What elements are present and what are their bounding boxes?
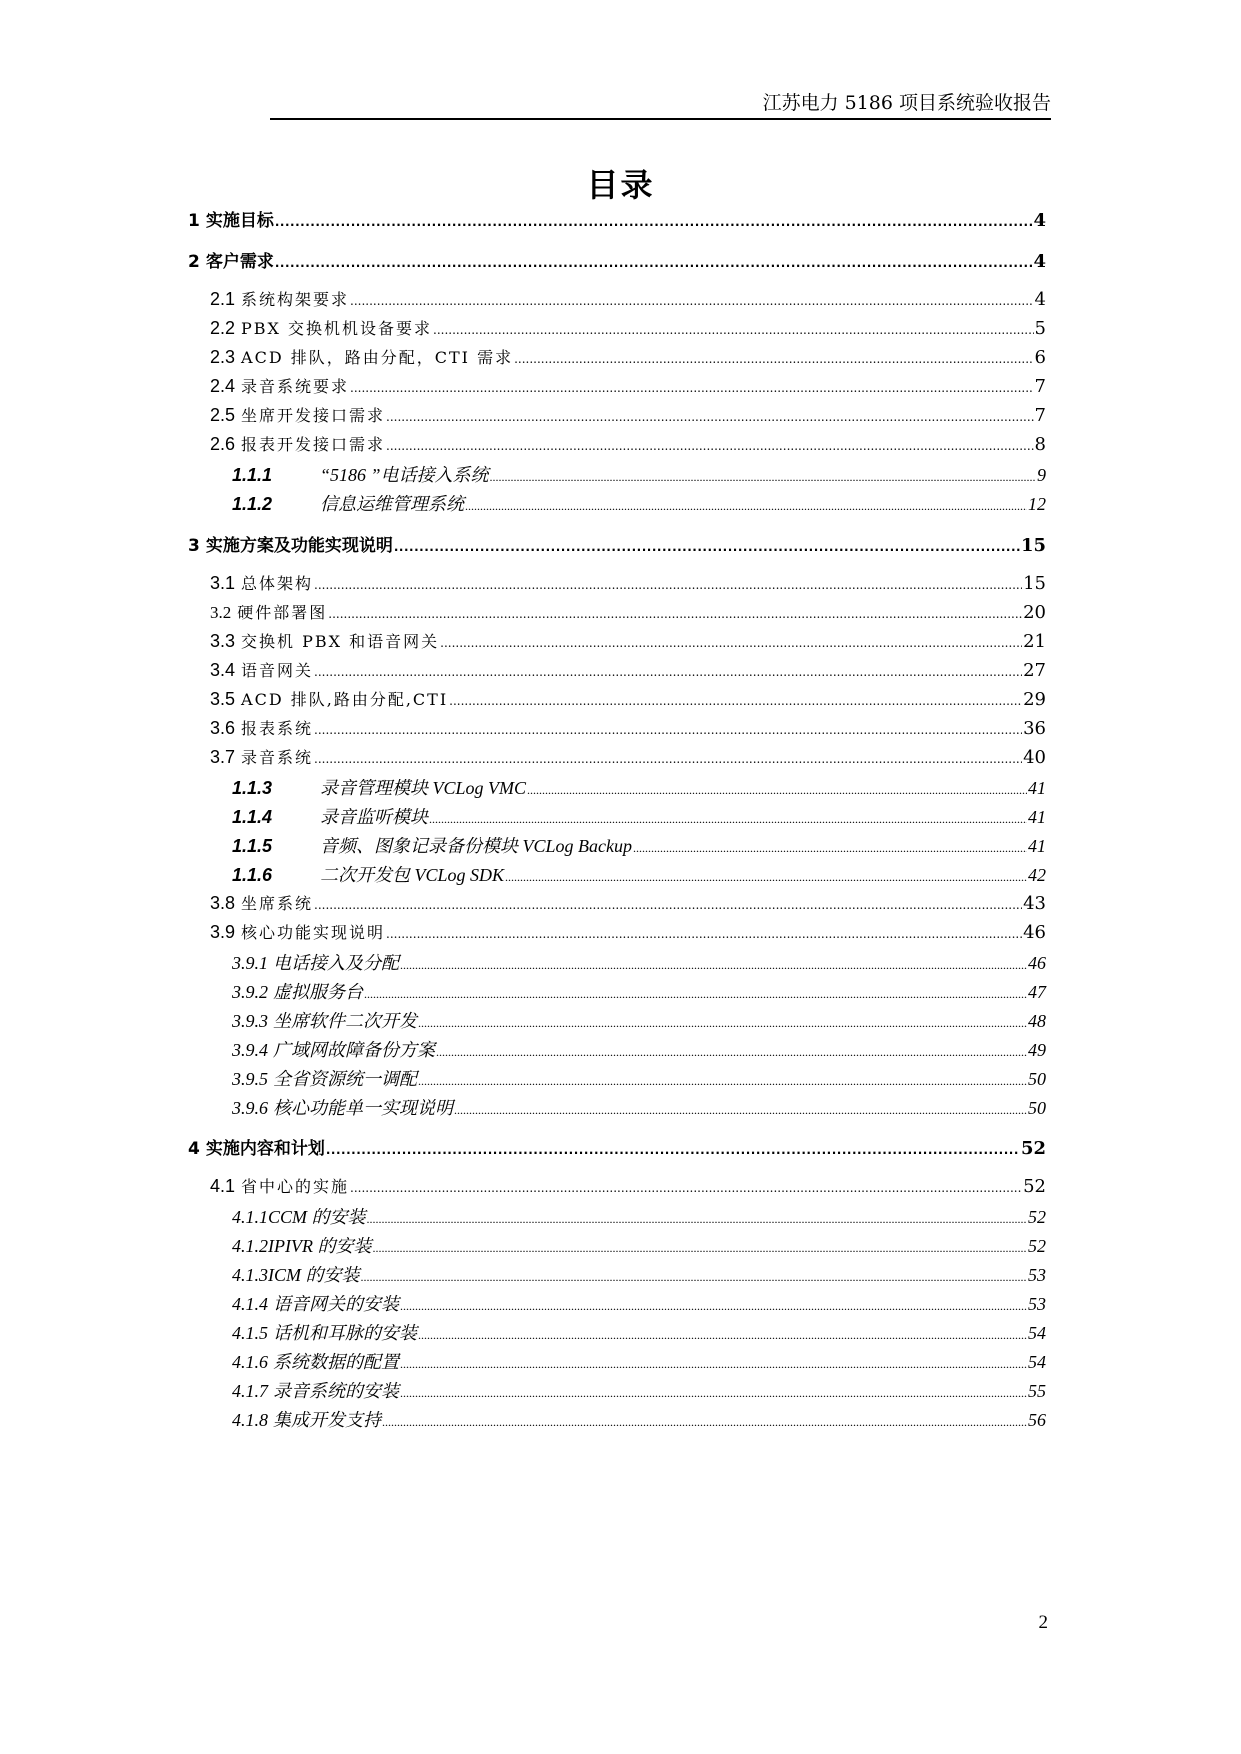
toc-entry-page: 4 [1034,289,1046,310]
toc-entry-number: 4.1.6 [232,1352,268,1372]
toc-entry[interactable] [232,461,1046,487]
toc-entry-number: 1.1.3 [232,778,273,798]
toc-leader-dots [418,1016,1027,1031]
toc-entry-label: 虚拟服务台 [273,982,363,1002]
toc-entry-number: 4.1.1 [232,1207,268,1227]
toc-leader-dots [386,439,1034,453]
toc-entry[interactable] [232,1377,1046,1403]
toc-entry-label: 核心功能实现说明 [241,923,386,942]
toc-entry-number: 2.4 [210,376,236,396]
toc-leader-dots [314,665,1022,679]
toc-leader-dots [449,694,1022,708]
toc-entry-page: 46 [1023,922,1046,943]
toc-entry[interactable] [210,432,1046,455]
toc-entry-page: 48 [1028,1011,1046,1031]
toc-entry-number: 1.1.6 [232,865,273,885]
toc-entry-page: 50 [1028,1098,1046,1118]
toc-entry[interactable] [188,1134,1046,1159]
toc-entry-page: 53 [1028,1265,1046,1285]
toc-entry-page: 55 [1028,1381,1046,1401]
toc-entry[interactable] [232,1203,1046,1229]
toc-entry-page: 9 [1037,465,1046,485]
toc-leader-dots [382,1415,1027,1430]
toc-entry[interactable] [232,978,1046,1004]
toc-entry-number: 3.2 [210,603,232,622]
toc-entry-page: 41 [1028,778,1046,798]
toc-entry-label: 语音网关的安装 [273,1294,399,1314]
toc-leader-dots [314,898,1022,912]
toc-entry-label: 语音网关 [241,661,314,680]
toc-entry-number: 3.7 [210,747,236,767]
toc-entry-page: 49 [1028,1040,1046,1060]
toc-entry[interactable] [210,571,1046,594]
toc-entry-page: 12 [1028,494,1046,514]
toc-entry-label: 总体架构 [241,574,314,593]
toc-leader-dots [527,783,1027,798]
toc-entry-label: 录音系统要求 [241,377,350,396]
toc-entry[interactable] [232,1261,1046,1287]
toc-entry-number: 2.6 [210,434,236,454]
toc-leader-dots [490,470,1036,485]
toc-leader-dots [429,812,1027,827]
toc-entry-label: 录音系统的安装 [273,1381,399,1401]
toc-leader-dots [314,578,1022,592]
toc-entry-label: 交换机 PBX 和语音网关 [241,632,440,651]
toc-entry[interactable] [210,687,1046,710]
toc-entry-page: 52 [1020,1138,1046,1159]
toc-entry[interactable] [210,403,1046,426]
toc-leader-dots [418,1074,1027,1089]
toc-entry-page: 20 [1023,602,1046,623]
toc-entry-number: 3 [188,536,200,556]
toc-entry-label: 客户需求 [205,252,274,272]
toc-entry-number: 4.1 [210,1176,236,1196]
toc-leader-dots [514,352,1033,366]
toc-leader-dots [275,256,1033,270]
toc-entry-label: 报表系统 [241,719,314,738]
toc-leader-dots [400,1299,1027,1314]
toc-entry-page: 15 [1020,535,1046,556]
toc-entry-label: ACD 排队，路由分配，CTI 需求 [241,348,514,367]
toc-entry[interactable] [210,287,1046,310]
toc-entry-number: 3.9.1 [232,953,268,973]
toc-entry-number: 1.1.2 [232,494,273,514]
toc-entry-page: 7 [1034,376,1046,397]
toc-entry-page: 8 [1034,434,1046,455]
toc-entry-label: 录音监听模块 [320,807,428,827]
toc-entry[interactable] [188,247,1046,272]
toc-entry-page: 36 [1023,718,1046,739]
toc-entry-number: 3.6 [210,718,236,738]
toc-entry-label: 全省资源统一调配 [273,1069,417,1089]
toc-entry-number: 1.1.5 [232,836,273,856]
toc-entry-label: 坐席系统 [241,894,314,913]
toc-leader-dots [436,1045,1027,1060]
toc-entry[interactable] [210,745,1046,768]
toc-entry-label: ICM 的安装 [268,1265,360,1285]
toc-entry[interactable] [232,1348,1046,1374]
toc-entry-page: 6 [1034,347,1046,368]
toc-entry[interactable] [232,832,1046,858]
toc-entry[interactable] [210,629,1046,652]
toc-leader-dots [350,381,1034,395]
toc-leader-dots [465,499,1027,514]
toc-entry-page: 41 [1028,807,1046,827]
toc-entry-label: 系统构架要求 [241,290,350,309]
toc-leader-dots [328,607,1022,621]
toc-entry-page: 29 [1023,689,1046,710]
toc-leader-dots [440,636,1022,650]
toc-entry-label: 硬件部署图 [237,603,328,622]
toc-entry-page: 27 [1023,660,1046,681]
toc-entry-page: 52 [1028,1207,1046,1227]
toc-entry-page: 41 [1028,836,1046,856]
toc-entry-page: 42 [1028,865,1046,885]
toc-entry-label: 报表开发接口需求 [241,435,386,454]
toc-entry[interactable] [188,531,1046,556]
toc-entry-page: 52 [1028,1236,1046,1256]
toc-entry-label: 录音管理模块 VCLog VMC [320,778,527,798]
toc-entry-number: 4.1.3 [232,1265,268,1285]
toc-entry-number: 3.1 [210,573,236,593]
toc-entry-label: CCM 的安装 [268,1207,366,1227]
toc-entry-page: 54 [1028,1352,1046,1372]
toc-entry-label: 录音系统 [241,748,314,767]
toc-entry-number: 2.3 [210,347,236,367]
toc-entry-label: 实施方案及功能实现说明 [205,536,393,556]
toc-entry-number: 4.1.2 [232,1236,268,1256]
toc-entry[interactable] [210,600,1046,623]
toc-entry-number: 4.1.5 [232,1323,268,1343]
toc-leader-dots [394,540,1020,554]
toc-entry-number: 3.9.3 [232,1011,268,1031]
toc-entry-page: 43 [1023,893,1046,914]
toc-entry-label: 坐席开发接口需求 [241,406,386,425]
toc-entry[interactable] [210,345,1046,368]
toc-leader-dots [364,987,1027,1002]
toc-entry[interactable] [210,316,1046,339]
toc-entry-label: 坐席软件二次开发 [273,1011,417,1031]
toc-entry-label: 集成开发支持 [273,1410,381,1430]
toc-entry-page: 53 [1028,1294,1046,1314]
toc-entry[interactable] [232,1232,1046,1258]
toc-entry[interactable] [210,658,1046,681]
page-title: 目录 [586,166,655,204]
toc-entry[interactable] [232,1007,1046,1033]
toc-leader-dots [314,752,1022,766]
toc-entry[interactable] [232,861,1046,887]
toc-entry[interactable] [210,920,1046,943]
toc-entry-page: 46 [1028,953,1046,973]
toc-leader-dots [386,927,1022,941]
toc-entry-page: 7 [1034,405,1046,426]
toc-entry-page: 4 [1033,251,1046,272]
toc-entry-number: 2 [188,252,200,272]
toc-entry-number: 2.5 [210,405,236,425]
toc-entry-number: 3.8 [210,893,236,913]
toc-entry-number: 4.1.8 [232,1410,268,1430]
toc-entry-page: 54 [1028,1323,1046,1343]
toc-leader-dots [372,1241,1027,1256]
toc-entry[interactable] [232,774,1046,800]
toc-entry-label: 省中心的实施 [241,1177,350,1196]
toc-entry-label: 核心功能单一实现说明 [273,1098,453,1118]
toc-entry[interactable] [210,716,1046,739]
toc-entry-page: 15 [1023,573,1046,594]
toc-leader-dots [433,323,1034,337]
toc-entry-label: 信息运维管理系统 [320,494,464,514]
toc-entry-number: 4.1.4 [232,1294,268,1314]
toc-leader-dots [454,1103,1027,1118]
toc-leader-dots [350,294,1034,308]
toc-entry-label: “5186 ”电话接入系统 [320,465,489,485]
toc-leader-dots [326,1143,1020,1157]
toc-entry-label: ACD 排队,路由分配,CTI [241,690,449,709]
toc-entry-number: 3.3 [210,631,236,651]
toc-entry-page: 56 [1028,1410,1046,1430]
toc-entry-number: 2.1 [210,289,236,309]
toc-entry[interactable] [210,891,1046,914]
toc-entry[interactable] [210,1174,1046,1197]
toc-entry[interactable] [232,949,1046,975]
toc-entry-label: 音频、图象记录备份模块 VCLog Backup [320,836,632,856]
toc-entry-label: 广域网故障备份方案 [273,1040,435,1060]
toc-entry-label: PBX 交换机机设备要求 [241,319,433,338]
toc-entry-number: 3.4 [210,660,236,680]
toc-leader-dots [350,1181,1022,1195]
toc-entry-page: 50 [1028,1069,1046,1089]
toc-leader-dots [361,1270,1028,1285]
toc-entry-label: 电话接入及分配 [273,953,399,973]
toc-entry-label: 实施内容和计划 [205,1139,325,1159]
toc-leader-dots [400,1386,1027,1401]
toc-entry[interactable] [188,206,1046,231]
toc-entry-number: 3.5 [210,689,236,709]
toc-entry[interactable] [232,1290,1046,1316]
toc-entry-page: 52 [1023,1176,1046,1197]
toc-entry[interactable] [232,1406,1046,1432]
page-number: 2 [1038,1612,1048,1633]
toc-leader-dots [386,410,1034,424]
toc-entry[interactable] [232,1094,1046,1120]
toc-entry[interactable] [210,374,1046,397]
toc-entry[interactable] [232,1036,1046,1062]
toc-leader-dots [367,1212,1027,1227]
toc-entry-number: 4.1.7 [232,1381,268,1401]
toc-entry-label: 实施目标 [205,211,274,231]
toc-entry-page: 40 [1023,747,1046,768]
toc-entry-page: 21 [1023,631,1046,652]
toc-entry-number: 3.9.5 [232,1069,268,1089]
toc-entry-number: 3.9.4 [232,1040,268,1060]
running-header: 江苏电力 5186 项目系统验收报告 [762,92,1051,114]
toc-entry-label: 二次开发包 VCLog SDK [320,865,505,885]
toc-entry-number: 3.9.2 [232,982,268,1002]
toc-entry-number: 1.1.1 [232,465,273,485]
toc-leader-dots [400,958,1027,973]
toc-entry-label: IPIVR 的安装 [268,1236,372,1256]
toc-entry-label: 系统数据的配置 [273,1352,399,1372]
toc-entry[interactable] [232,490,1046,516]
toc-leader-dots [633,841,1027,856]
toc-leader-dots [418,1328,1027,1343]
toc-entry[interactable] [232,1319,1046,1345]
toc-leader-dots [505,870,1027,885]
toc-entry-page: 47 [1028,982,1046,1002]
toc-entry-number: 1 [188,211,200,231]
toc-entry-page: 5 [1034,318,1046,339]
toc-leader-dots [275,215,1033,229]
toc-entry-number: 3.9 [210,922,236,942]
toc-entry-label: 话机和耳脉的安装 [273,1323,417,1343]
toc-leader-dots [400,1357,1027,1372]
toc-entry-number: 2.2 [210,318,236,338]
toc-entry-number: 4 [188,1139,200,1159]
toc-leader-dots [314,723,1022,737]
toc-entry[interactable] [232,1065,1046,1091]
toc-entry-number: 3.9.6 [232,1098,268,1118]
toc-entry-number: 1.1.4 [232,807,273,827]
header-rule [270,118,1051,120]
toc-entry-page: 4 [1033,210,1046,231]
toc-entry[interactable] [232,803,1046,829]
